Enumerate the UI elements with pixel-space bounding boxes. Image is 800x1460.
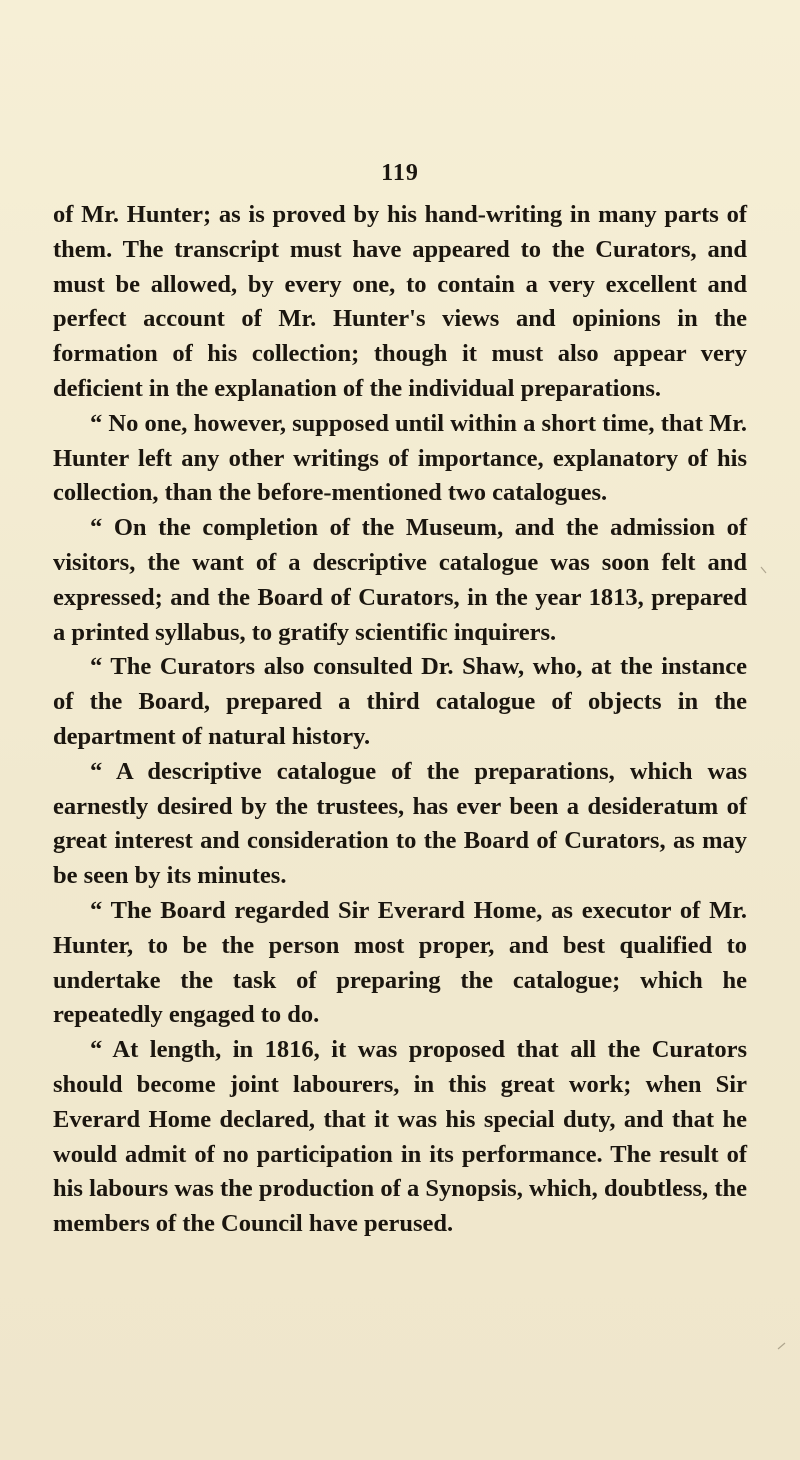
paragraph-2: “ No one, however, supposed until within a short time, that Mr. Hunter left any other writings of importance, explanatory of his collection, than the before-mentioned two catalogues. <box>53 409 747 507</box>
page-number: 119 <box>381 160 419 186</box>
paragraph-7: “ At length, in 1816, it was proposed that all the Curators should become joint labourers, in this great work; when Sir Everard Home declared, that it was his special duty, and that he would admit of no participation in its performance. The result of his labours was the production of a Synopsis, which, doubtless, the members of the Council have perused. <box>53 1036 747 1238</box>
body-text <box>53 198 747 1242</box>
paragraph-4: “ The Curators also consulted Dr. Shaw, who, at the instance of the Board, prepared a third catalogue of objects in the department of natural history. <box>53 653 747 750</box>
paragraph-3: “ On the completion of the Museum, and the admission of visitors, the want of a descriptive catalogue was soon felt and expressed; and the Board of Curators, in the year 1813, prepared a printed syllabus, to gratify scientific inquirers. <box>53 514 747 646</box>
paragraph-5: “ A descriptive catalogue of the preparations, which was earnestly desired by the trustees, has ever been a desideratum of great interest and consideration to the Board of Curators, as may be seen by its minutes. <box>53 757 747 890</box>
corner-mark-decoration <box>777 1342 789 1350</box>
paragraph-1: of Mr. Hunter; as is proved by his hand-writing in many parts of them. The transcript must have appeared to the Curators, and must be allowed, by every one, to contain a very excellent and perfect account of Mr. Hunter's views and opinions in the formation of his collection; though it must also appear very deficient in the explanation of the individual preparations. <box>53 201 747 402</box>
margin-mark-decoration <box>760 566 772 574</box>
paragraph-6: “ The Board regarded Sir Everard Home, as executor of Mr. Hunter, to be the person most proper, and best qualified to undertake the task of preparing the catalogue; which he repeatedly engaged to do. <box>53 896 747 1029</box>
